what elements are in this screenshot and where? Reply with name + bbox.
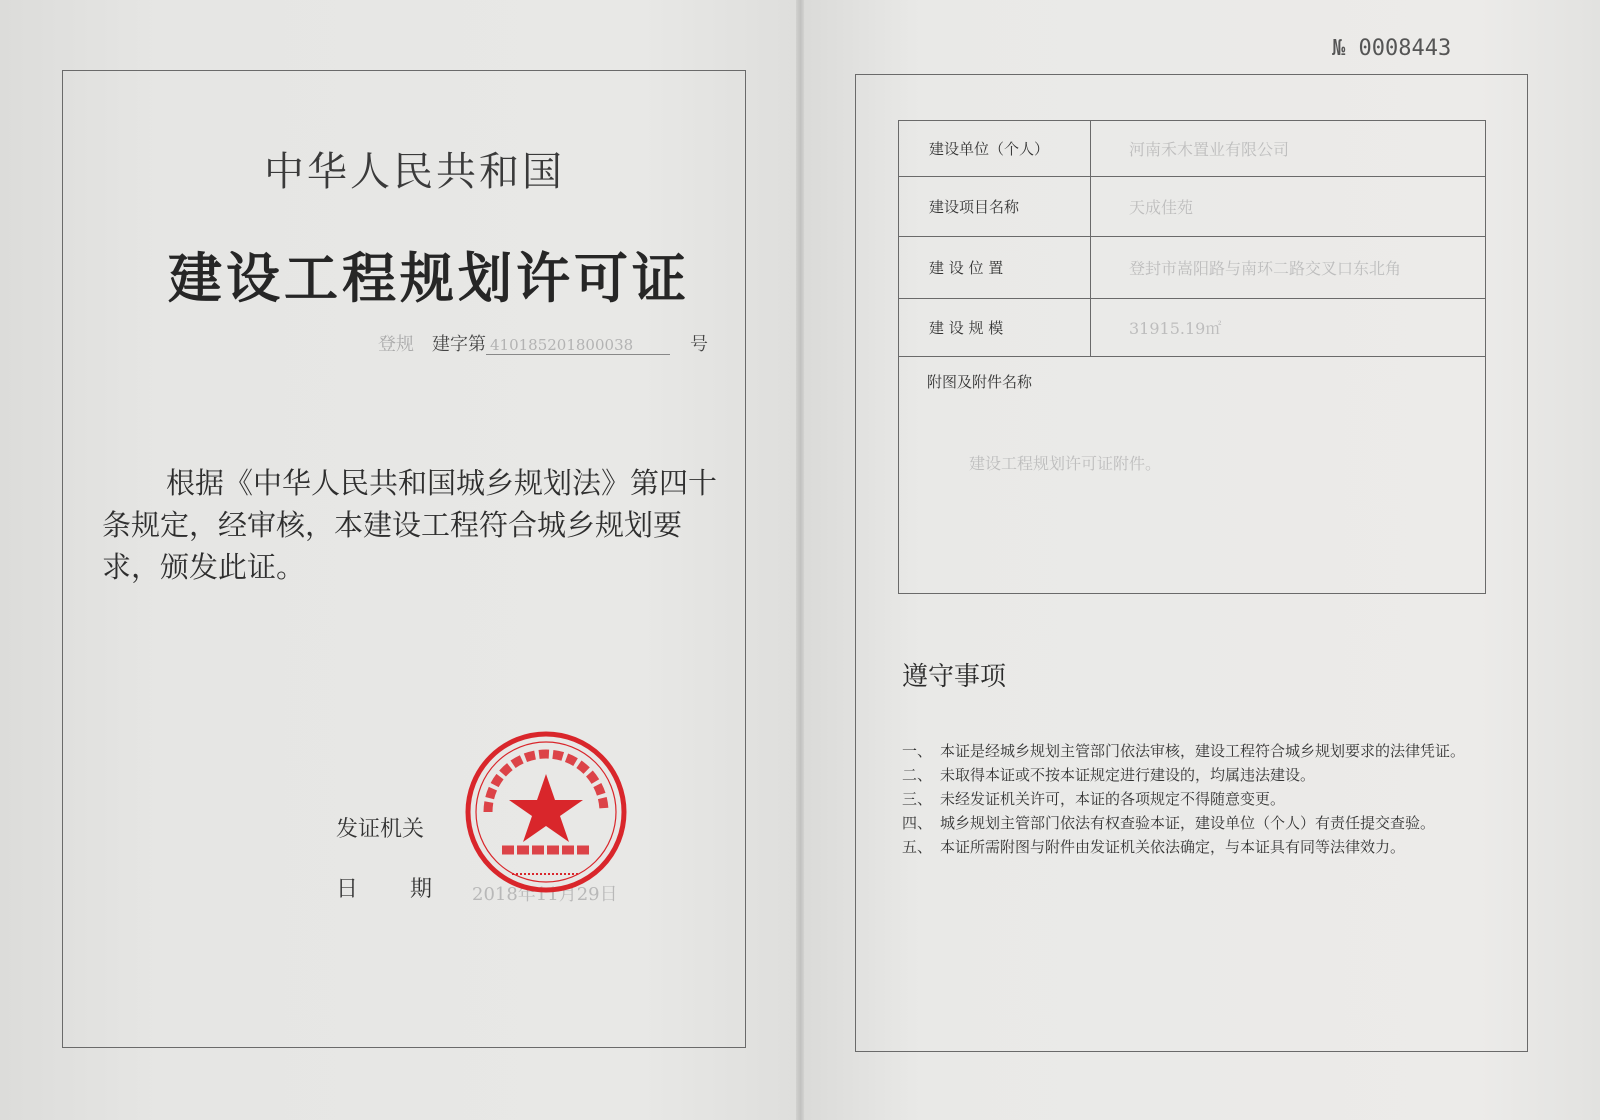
table-row <box>899 237 1485 299</box>
row-label: 建 设 位 置 <box>899 237 1091 298</box>
row-value: 河南禾木置业有限公司 <box>1129 140 1290 159</box>
item-text: 未经发证机关许可，本证的各项规定不得随意变更。 <box>940 790 1286 808</box>
row-label: 建设项目名称 <box>899 177 1091 236</box>
list-item <box>902 788 1502 811</box>
row-value: 天成佳苑 <box>1129 198 1194 217</box>
list-item <box>902 836 1502 859</box>
notice-title: 遵守事项 <box>902 662 1007 692</box>
row-label: 建 设 规 模 <box>899 299 1091 356</box>
certificate-number: № 0008443 <box>1332 36 1452 61</box>
serial-label: 建字第 <box>432 334 486 355</box>
item-text: 本证是经城乡规划主管部门依法审核，建设工程符合城乡规划要求的法律凭证。 <box>940 742 1466 760</box>
serial-prefix: 登规 <box>378 334 414 355</box>
issue-date-value: 2018年11月29日 <box>472 884 618 905</box>
country-name: 中华人民共和国 <box>264 149 565 195</box>
item-text: 未取得本证或不按本证规定进行建设的，均属违法建设。 <box>940 766 1316 784</box>
row-label: 建设单位（个人） <box>899 121 1091 176</box>
issuing-authority-label: 发证机关 <box>336 817 425 842</box>
item-number: 二、 <box>902 766 933 784</box>
issue-date-label: 日期 <box>336 877 485 902</box>
table-row <box>899 121 1485 177</box>
list-item <box>902 812 1502 835</box>
list-item <box>902 740 1502 763</box>
item-number: 五、 <box>902 838 933 856</box>
page-fold <box>796 0 804 1120</box>
list-item <box>902 764 1502 787</box>
serial-number: 410185201800038 <box>486 336 670 355</box>
official-seal-icon <box>462 728 630 896</box>
notice-list <box>902 740 1502 860</box>
row-value: 登封市嵩阳路与南环二路交叉口东北角 <box>1129 259 1402 278</box>
serial-line <box>378 330 708 356</box>
legal-basis-paragraph: 根据《中华人民共和国城乡规划法》第四十条规定，经审核，本建设工程符合城乡规划要求，颁发此证。 <box>102 466 718 584</box>
project-info-table <box>898 120 1486 594</box>
item-number: 一、 <box>902 742 933 760</box>
row-value: 31915.19㎡ <box>1129 319 1222 338</box>
item-text: 本证所需附图与附件由发证机关依法确定，与本证具有同等法律效力。 <box>940 838 1406 856</box>
table-row <box>899 299 1485 357</box>
table-row <box>899 177 1485 237</box>
attachments-label: 附图及附件名称 <box>927 373 1033 391</box>
item-text: 城乡规划主管部门依法有权查验本证，建设单位（个人）有责任提交查验。 <box>940 814 1436 832</box>
serial-suffix: 号 <box>690 334 708 355</box>
certificate-title: 建设工程规划许可证 <box>168 247 690 310</box>
attachments-value: 建设工程规划许可证附件。 <box>969 454 1162 473</box>
item-number: 三、 <box>902 790 933 808</box>
item-number: 四、 <box>902 814 933 832</box>
